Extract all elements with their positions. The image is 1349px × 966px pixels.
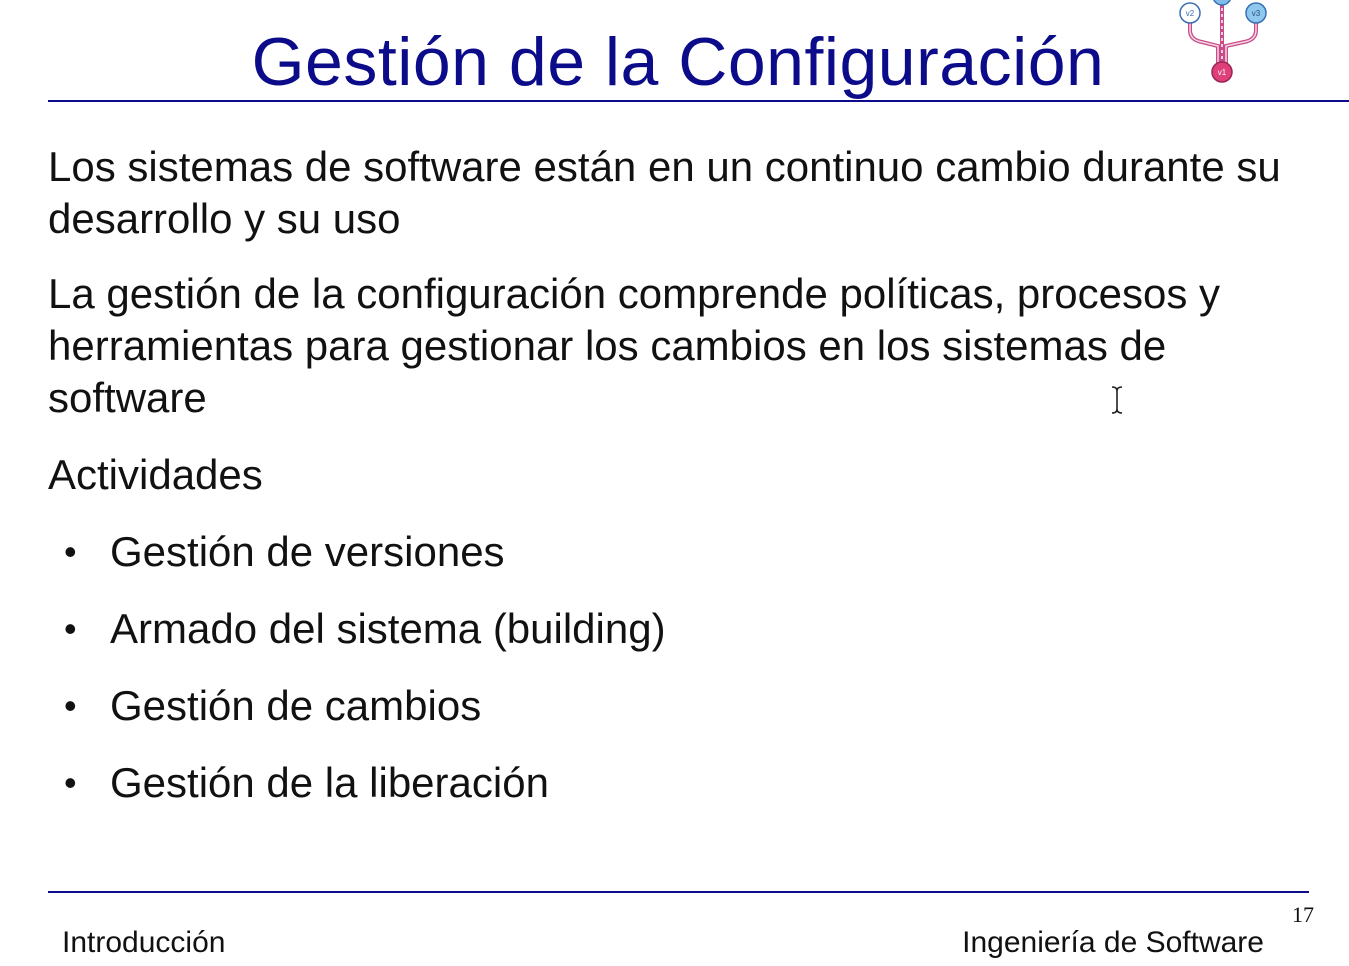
bullet-icon: •	[64, 762, 77, 803]
list-item	[60, 680, 960, 732]
page-number: 17	[1292, 902, 1314, 927]
list-item	[60, 757, 960, 809]
version-branch-icon	[1172, 0, 1272, 92]
list-item	[60, 603, 960, 655]
logo-node-v2: v2	[1185, 9, 1195, 18]
bullet-icon: •	[64, 685, 77, 726]
activities-heading: Actividades	[48, 451, 263, 498]
list-item-text: Armado del sistema (building)	[110, 605, 666, 652]
slide-title: Gestión de la Configuración	[251, 24, 1105, 100]
list-item-text: Gestión de la liberación	[110, 759, 549, 806]
footer-divider	[48, 891, 1309, 893]
text-cursor-icon	[1107, 384, 1127, 416]
logo-node-v1: v1	[1217, 68, 1227, 77]
bullet-icon: •	[64, 531, 77, 572]
title-divider	[48, 100, 1349, 102]
definition-paragraph: La gestión de la configuración comprende políticas, procesos y herramientas para gestionar los cambios en los sistemas de software	[48, 270, 1221, 421]
list-item	[60, 526, 960, 578]
footer-course-label: Ingeniería de Software	[962, 926, 1264, 959]
list-item-text: Gestión de versiones	[110, 528, 505, 575]
bullet-icon: •	[64, 608, 77, 649]
footer-section-label: Introducción	[62, 926, 226, 959]
logo-node-v3: v3	[1251, 9, 1261, 18]
list-item-text: Gestión de cambios	[110, 682, 482, 729]
intro-paragraph: Los sistemas de software están en un continuo cambio durante su desarrollo y su uso	[48, 143, 1281, 242]
